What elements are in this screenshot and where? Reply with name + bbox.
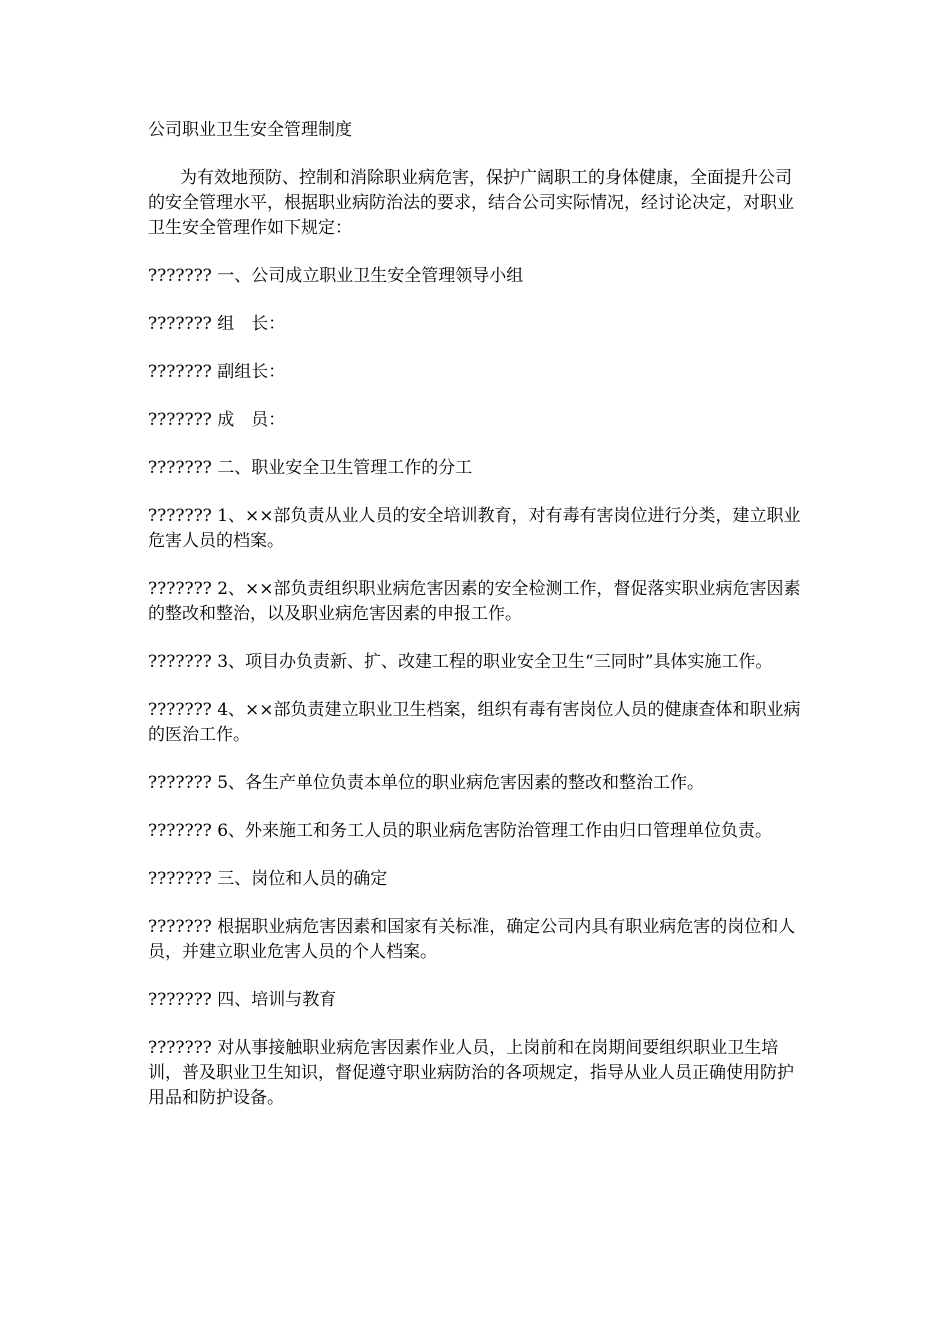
leader-line: ??????? 组 长： (148, 314, 286, 334)
section-1-heading: ??????? 一、公司成立职业卫生安全管理领导小组 (148, 266, 524, 286)
duty-item-4: ??????? 4、××部负责建立职业卫生档案，组织有毒有害岗位人员的健康查体和职业病的医治工作。 (148, 700, 801, 745)
duty-item-3: ??????? 3、项目办负责新、扩、改建工程的职业安全卫生“三同时”具体实施工作。 (148, 652, 773, 672)
section-3-body: ??????? 根据职业病危害因素和国家有关标准，确定公司内具有职业病危害的岗位和人员，并建立职业危害人员的个人档案。 (148, 917, 796, 962)
duty-item-6: ??????? 6、外来施工和务工人员的职业病危害防治管理工作由归口管理单位负责。 (148, 821, 773, 841)
document-page (148, 118, 808, 1134)
section-3-heading: ??????? 三、岗位和人员的确定 (148, 869, 388, 889)
members-line: ??????? 成 员： (148, 410, 286, 430)
duty-item-2: ??????? 2、××部负责组织职业病危害因素的安全检测工作，督促落实职业病危害因素的整改和整治，以及职业病危害因素的申报工作。 (148, 579, 801, 624)
section-2-heading: ??????? 二、职业安全卫生管理工作的分工 (148, 458, 473, 478)
intro-paragraph: 为有效地预防、控制和消除职业病危害，保护广阔职工的身体健康，全面提升公司的安全管理水平，根据职业病防治法的要求，结合公司实际情况，经讨论决定，对职业卫生安全管理作如下规定： (148, 168, 794, 238)
duty-item-1: ??????? 1、××部负责从业人员的安全培训教育，对有毒有害岗位进行分类，建立职业危害人员的档案。 (148, 506, 801, 551)
section-4-heading: ??????? 四、培训与教育 (148, 990, 337, 1010)
section-4-body: ??????? 对从事接触职业病危害因素作业人员，上岗前和在岗期间要组织职业卫生培训，普及职业卫生知识，督促遵守职业病防治的各项规定，指导从业人员正确使用防护用品和防护设备。 (148, 1038, 794, 1108)
deputy-leader-line: ??????? 副组长： (148, 362, 286, 382)
document-title: 公司职业卫生安全管理制度 (148, 120, 352, 140)
duty-item-5: ??????? 5、各生产单位负责本单位的职业病危害因素的整改和整治工作。 (148, 773, 705, 793)
